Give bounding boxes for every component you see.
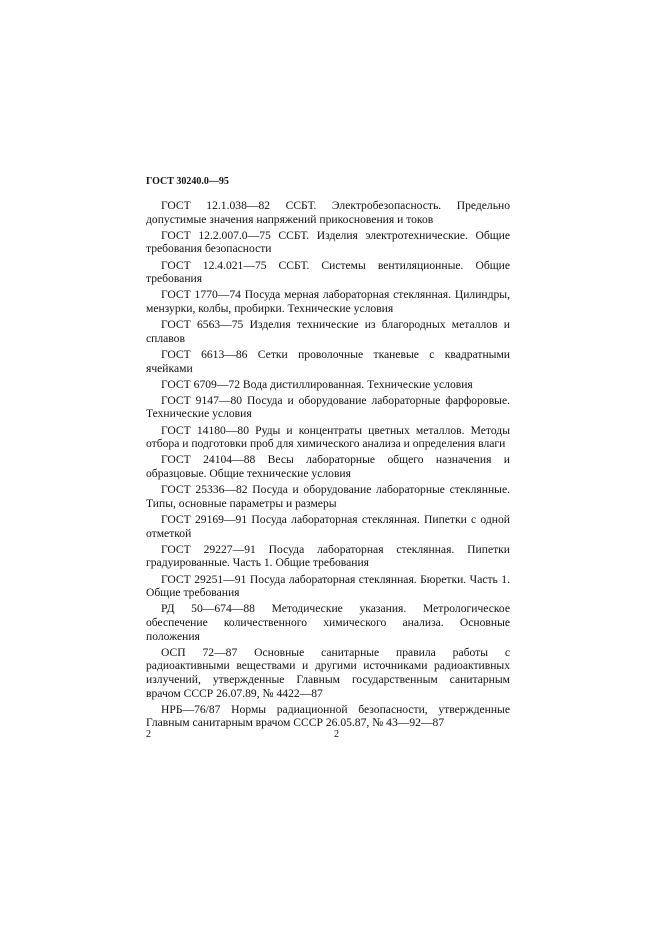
reference-item: ГОСТ 24104—88 Весы лабораторные общего назначения и образцовые. Общие технические условия xyxy=(146,453,510,481)
reference-item: ГОСТ 25336—82 Посуда и оборудование лабораторные стеклянные. Типы, основные параметры и размеры xyxy=(146,483,510,510)
reference-item: ГОСТ 12.4.021—75 ССБТ. Системы вентиляционные. Общие требования xyxy=(146,258,510,286)
reference-item: ГОСТ 29251—91 Посуда лабораторная стеклянная. Бюретки. Часть 1. Общие требования xyxy=(146,572,510,600)
reference-item: ГОСТ 6613—86 Сетки проволочные тканевые с квадратными ячейками xyxy=(146,347,510,375)
reference-item: ГОСТ 14180—80 Руды и концентраты цветных металлов. Методы отбора и подготовки проб для химического анализа и определения влаги xyxy=(146,423,510,451)
reference-item: ГОСТ 6709—72 Вода дистиллированная. Технические условия xyxy=(161,377,473,391)
reference-item: ОСП 72—87 Основные санитарные правила работы с радиоактивными веществами и другими источниками радиоактивных излучений, утвержденные Главным государственным санитарным врачом СССР 26.07.89, № 4422—87 xyxy=(146,645,510,700)
reference-list xyxy=(146,199,510,732)
reference-item: ГОСТ 9147—80 Посуда и оборудование лабораторные фарфоровые. Технические условия xyxy=(146,393,510,421)
document-header: ГОСТ 30240.0—95 xyxy=(146,176,229,187)
reference-item: ГОСТ 6563—75 Изделия технические из благородных металлов и сплавов xyxy=(146,318,510,345)
page-number-center: 2 xyxy=(334,729,339,740)
reference-item: ГОСТ 29227—91 Посуда лабораторная стеклянная. Пипетки градуированные. Часть 1. Общие требования xyxy=(146,542,510,570)
page-number-left: 2 xyxy=(146,729,151,740)
reference-item: ГОСТ 12.1.038—82 ССБТ. Электробезопасность. Предельно допустимые значения напряжений прикосновения и токов xyxy=(146,199,510,226)
reference-item: ГОСТ 12.2.007.0—75 ССБТ. Изделия электротехнические. Общие требования безопасности xyxy=(146,228,510,256)
reference-item: НРБ—76/87 Нормы радиационной безопасности, утвержденные Главным санитарным врачом СССР 26.05.87, № 43—92—87 xyxy=(146,702,510,730)
reference-item: РД 50—674—88 Методические указания. Метрологическое обеспечение количественного химического анализа. Основные положения xyxy=(146,602,510,643)
reference-item: ГОСТ 1770—74 Посуда мерная лабораторная стеклянная. Цилиндры, мензурки, колбы, пробирки. Технические условия xyxy=(146,288,510,315)
reference-item: ГОСТ 29169—91 Посуда лабораторная стеклянная. Пипетки с одной отметкой xyxy=(146,513,510,540)
